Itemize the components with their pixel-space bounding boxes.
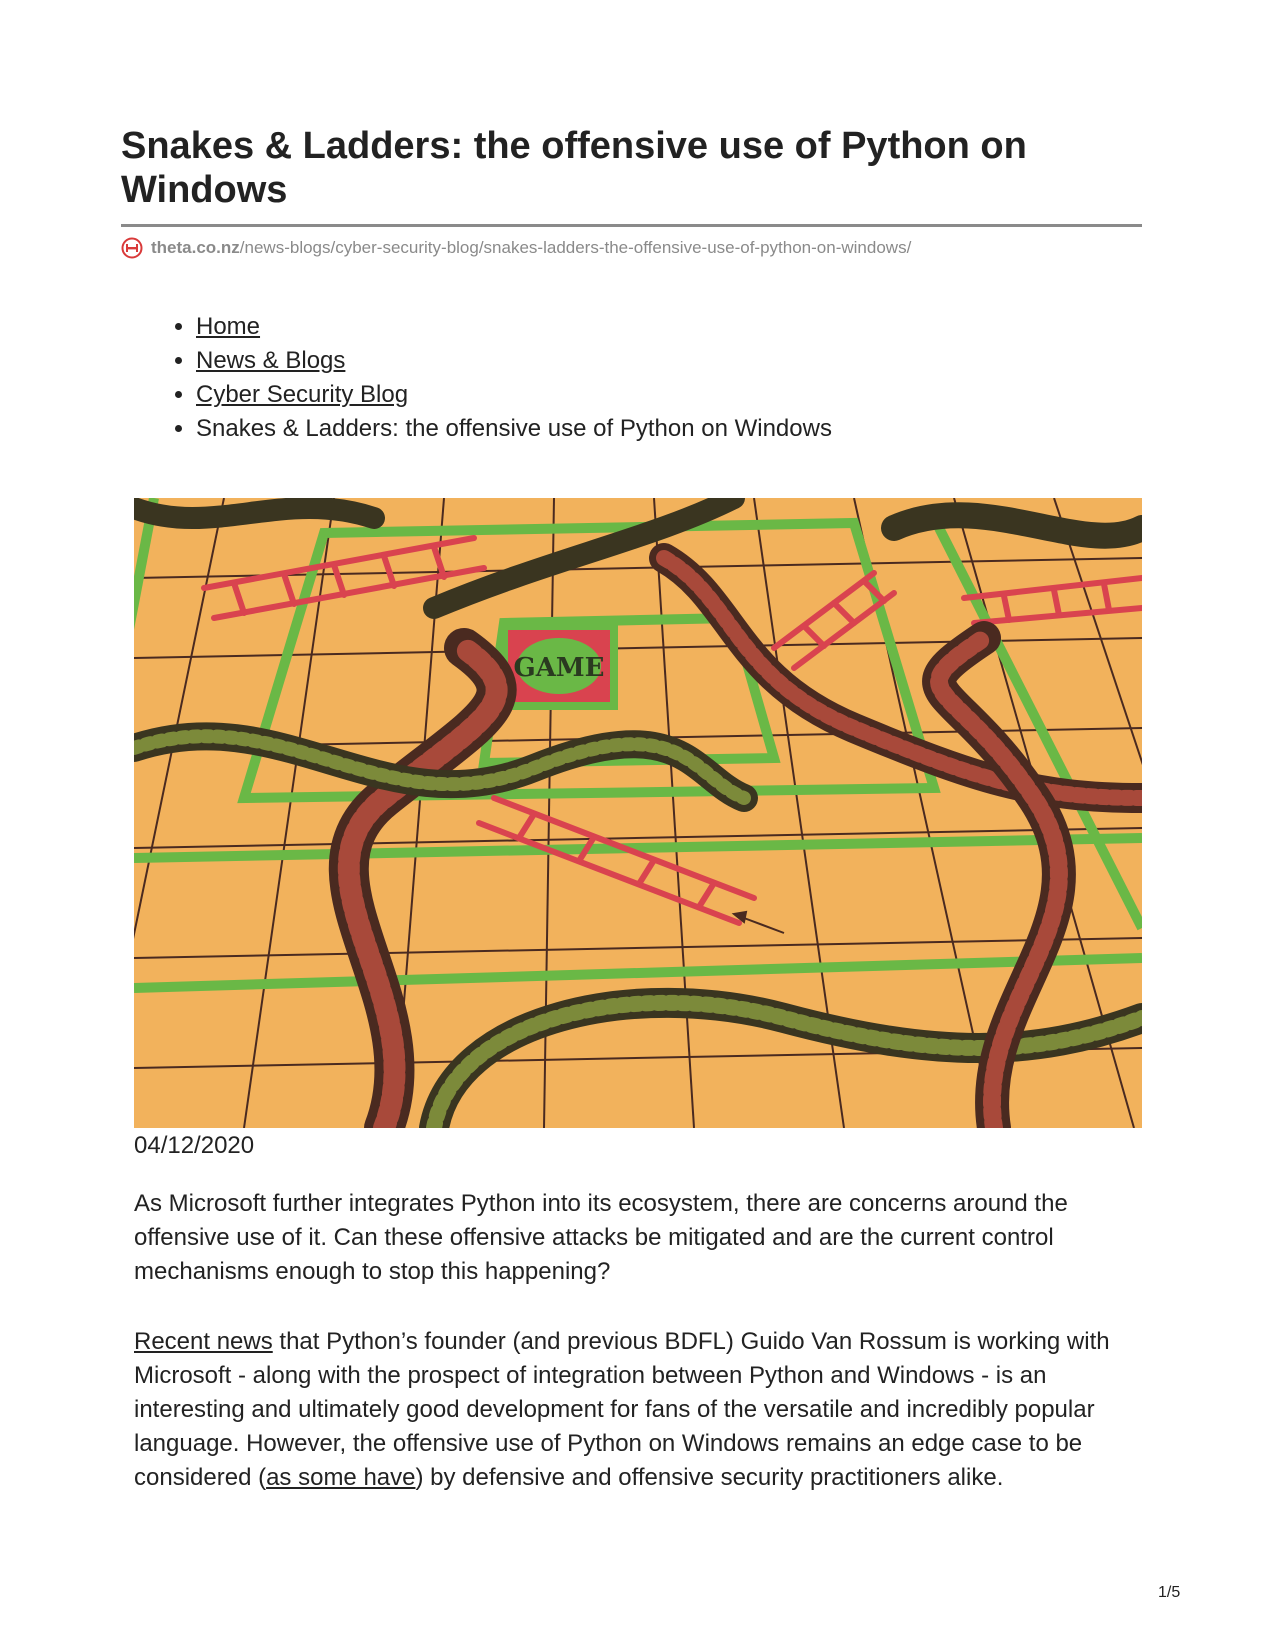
breadcrumb-link-cyber-security-blog[interactable]: Cyber Security Blog <box>196 381 409 408</box>
breadcrumb <box>168 310 832 446</box>
body-text-part-2: ) by defensive and offensive security practitioners alike. <box>415 1464 1004 1491</box>
title-divider <box>121 224 1142 227</box>
source-domain: theta.co.nz <box>151 238 240 257</box>
as-some-have-link[interactable]: as some have <box>266 1464 416 1491</box>
breadcrumb-link-news-blogs[interactable]: News & Blogs <box>196 347 346 374</box>
breadcrumb-item-current <box>196 412 832 446</box>
body-text-part-1: that Python’s founder (and previous BDFL) Guido Van Rossum is working with Microsoft - along with the prospect of integration between Python and Windows - is an interesting and ultimately good development for fans of the versatile and incredibly popular language. However, the offensive use of Python on Windows remains an edge case to be considered ( <box>134 1328 1110 1491</box>
breadcrumb-item-news-blogs <box>196 344 832 378</box>
post-date: 04/12/2020 <box>134 1132 255 1159</box>
hero-image <box>134 498 1142 1128</box>
board-game-label: GAME <box>513 653 605 683</box>
breadcrumb-item-home <box>196 310 832 344</box>
breadcrumb-link-home[interactable]: Home <box>196 313 261 340</box>
source-url[interactable] <box>121 236 911 260</box>
page-number: 1/5 <box>1158 1584 1181 1601</box>
breadcrumb-item-cyber-security-blog <box>196 378 832 412</box>
intro-paragraph: As Microsoft further integrates Python into its ecosystem, there are concerns around the offensive use of it. Can these offensive attacks be mitigated and are the current control mechanisms enough to stop this happening? <box>134 1190 1068 1285</box>
theta-logo-icon <box>121 237 143 259</box>
page-title: Snakes & Ladders: the offensive use of Python on Windows <box>121 125 1027 211</box>
recent-news-link[interactable]: Recent news <box>134 1328 273 1355</box>
breadcrumb-current-label: Snakes & Ladders: the offensive use of Python on Windows <box>196 415 832 442</box>
body-paragraph <box>134 1325 1146 1495</box>
source-path: /news-blogs/cyber-security-blog/snakes-ladders-the-offensive-use-of-python-on-windows/ <box>239 238 912 257</box>
